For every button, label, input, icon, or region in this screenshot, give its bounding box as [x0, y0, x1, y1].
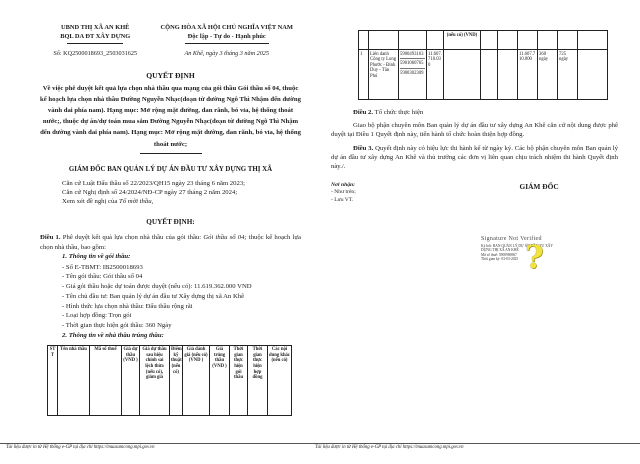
signer-title: GIÁM ĐỐC [519, 182, 559, 192]
recipients-block [331, 182, 460, 204]
consideration-line [40, 197, 301, 206]
org-name: BQL DA ĐT XÂY DỰNG [60, 32, 131, 40]
cell-award-price: 11.607.710.000 [518, 50, 538, 100]
header-stub-cell [578, 31, 608, 50]
national-title: CỘNG HÒA XÃ HỘI CHỦ NGHĨA VIỆT NAM [160, 24, 293, 31]
recipient-item: - Như trên; [331, 189, 356, 196]
article-1-text2: thuộc kế hoạch lựa chọn nhà thầu, bao gồm: [40, 234, 301, 251]
page1-body [0, 71, 313, 416]
list-item: - Tên gói thầu: Gói thầu số 04 [62, 273, 143, 281]
col-header-award-price: Giá trúng thầu (VND ) [210, 345, 230, 415]
org-parent-name: UBND THỊ XÃ AN KHÊ [61, 24, 130, 31]
section-2-heading: 2. Thông tin về nhà thầu trúng thầu: [62, 331, 164, 339]
header-stub-cell [538, 31, 558, 50]
page-2 [313, 0, 640, 464]
col-header-other: Các nội dung khác (nếu có) [268, 345, 292, 415]
col-header-tech-score: Điểm kỹ thuật (nếu có) [170, 345, 183, 415]
page2-body [331, 108, 618, 276]
col-header-bid-price: Giá dự thầu (VND ) [122, 345, 140, 415]
col-header-corrected-price: Giá dự thầu sau hiệu chỉnh sai lệch thừa (nếu có), giảm giá [140, 345, 170, 415]
cell-stt: 1 [359, 50, 369, 100]
page-1 [0, 0, 313, 464]
decision-title: QUYẾT ĐỊNH [146, 70, 195, 80]
cell-tax-codes [399, 50, 427, 100]
tax-code: 5901060765 [400, 61, 425, 69]
recipient-item: - Lưu VT. [331, 197, 354, 204]
package-info-list [40, 263, 301, 331]
signature-detail-lines [481, 244, 611, 261]
cell-tech-score [481, 50, 498, 100]
header-stub-cell [558, 31, 578, 50]
col-header-contract-duration: Thời gian thực hiện hợp đồng [248, 345, 268, 415]
col-header-package-duration: Thời gian thực hiện gói thầu [230, 345, 248, 415]
list-item: - Hình thức lựa chọn nhà thầu: Đấu thầu rộng rãi [62, 302, 193, 310]
winner-table-header [47, 345, 292, 416]
header-stub-cell [481, 31, 498, 50]
header-stub-cell [399, 31, 427, 50]
signature-row [331, 182, 618, 204]
article-2-body [331, 121, 618, 139]
article-2-title: Tổ chức thực hiện [373, 109, 424, 116]
article-2-label: Điều 2. [353, 109, 374, 116]
motto-underline [185, 43, 269, 44]
article-2 [331, 108, 618, 117]
list-item: - Tên chủ đầu tư: Ban quản lý dự án đầu tư Xây dựng thị xã An Khê [62, 292, 245, 300]
tax-code: 5900302309 [400, 70, 424, 76]
subject-separator [140, 153, 202, 154]
signature-status-text: Signature Not Verified [481, 236, 542, 242]
decides-heading: QUYẾT ĐỊNH: [146, 218, 195, 227]
article-2-body-text: Giao bộ phận chuyên môn Ban quản lý dự án đầu tư xây dựng An Khê căn cứ nội dung được phê duyệt tại Điều 1 Quyết định này, tiến hành tổ chức hoàn thiện hợp đồng. [331, 122, 618, 139]
cell-evaluated-price [498, 50, 518, 100]
signature-line: Ký bởi: BAN QUẢN LÝ DỰ ÁN ĐẦU TƯ XÂY [481, 244, 553, 248]
col-header-contractor: Tên nhà thầu [58, 345, 90, 415]
header-stub-cell [498, 31, 518, 50]
article-3 [331, 144, 618, 172]
issuing-org-block [40, 24, 150, 57]
col-header-evaluated-price: Giá đánh giá (nếu có) (VND ) [183, 345, 210, 415]
list-item: - Thời gian thực hiện gói thầu: 360 Ngày [62, 321, 172, 329]
org-underline [67, 43, 123, 44]
question-mark-icon: ? [525, 238, 544, 276]
consideration-italic: Tổ mời thầu, [119, 198, 154, 206]
recipients-label: Nơi nhận: [331, 182, 355, 189]
col-header-taxcode: Mã số thuế [90, 345, 122, 415]
footer-text: Tài liệu được in từ Hệ thống e-GP tại địa chỉ https://muasamcong.mpi.gov.vn [6, 445, 155, 450]
article-1-label: Điều 1. [40, 234, 61, 242]
header-stub-cell [427, 31, 444, 50]
list-item: - Số E-TBMT: IB2500018693 [62, 263, 143, 271]
article-1-package: Gói thầu số 04; [203, 234, 247, 242]
article-1 [40, 233, 301, 251]
article-3-body-text: Quyết định này có hiệu lực thi hành kể từ ngày ký. Các bộ phận chuyên môn Ban quản lý dự án đầu tư xây dựng An Khê và thủ trưởng các đơn vị liên quan chịu trách nhiệm thi hành Quyết định này./. [331, 144, 618, 171]
authority-heading: GIÁM ĐỐC BAN QUẢN LÝ DỰ ÁN ĐẦU TƯ XÂY DỰNG THỊ XÃ [68, 165, 273, 173]
article-1-text: Phê duyệt kết quả lựa chọn nhà thầu của gói thầu: [60, 234, 204, 242]
national-motto-block [150, 24, 303, 57]
col-header-stt: STT [48, 345, 58, 415]
signature-line: Thời gian ký: 03-03-2025 [481, 256, 519, 261]
tax-code: 5900493163 [400, 52, 425, 60]
place-date-line: An Khê, ngày 3 tháng 3 năm 2025 [184, 49, 269, 57]
winner-row [359, 50, 608, 100]
cell-contractor-name: Liên danh Công ty Long Phước - Đinh Duy - Tân Phú [369, 50, 399, 100]
cell-other [578, 50, 608, 100]
legal-bases [40, 179, 301, 207]
page1-footer [0, 443, 313, 451]
header-stub-cell [359, 31, 369, 50]
list-item: - Giá gói thầu hoặc dự toán được duyệt (nếu có): 11.619.362.000 VND [62, 283, 252, 291]
digital-signature-stamp [481, 236, 611, 276]
cell-contract-duration: 725 ngày [558, 50, 578, 100]
signature-line: Mã số thuế: 5900986967 [481, 252, 517, 257]
decision-subject: Về việc phê duyệt kết quả lựa chọn nhà thầu qua mạng của gói thầu Gói thầu số 04, thuộc kế hoạch lựa chọn nhà thầu Đường Nguyễn Nhạc(đoạn từ đường Ngô Thì Nhậm đến đường vành đai phía nam). Hạng mục: Mở rộng mặt đường, đan rãnh, bó vỉa, hệ thống thoát nước;, thuộc dự án/dự toán mua sắm Đường Nguyễn Nhạc(đoạn từ đường Ngô Thì Nhậm đến đường vành đai phía nam). Hạng mục: Mở rộng mặt đường, đan rãnh, bó vỉa, hệ thống thoát nước; [40, 84, 301, 148]
winner-table-continuation [358, 30, 608, 100]
header-stub-cell [369, 31, 399, 50]
page1-header [0, 0, 313, 57]
cell-bid-price: 11.607.710.030 [427, 50, 444, 100]
legal-basis-2: Căn cứ Nghị định số 24/2024/NĐ-CP ngày 27 tháng 2 năm 2024; [62, 188, 238, 196]
page2-footer [313, 443, 640, 451]
consideration-prefix: Xem xét đề nghị của [62, 198, 120, 206]
header-stub-cell [518, 31, 538, 50]
national-motto: Độc lập - Tự do - Hạnh phúc [187, 32, 266, 40]
footer-text: Tài liệu được in từ Hệ thống e-GP tại địa chỉ https://muasamcong.mpi.gov.vn [315, 445, 464, 450]
document-number: Số: KQ2500018693_2503031625 [53, 49, 138, 57]
cell-package-duration: 360 ngày [538, 50, 558, 100]
legal-basis-1: Căn cứ Luật Đấu thầu số 22/2023/QH15 ngày 23 tháng 6 năm 2023; [62, 179, 246, 187]
section-1-heading: 1. Thông tin về gói thầu: [62, 252, 131, 260]
list-item: - Loại hợp đồng: Trọn gói [62, 312, 132, 320]
article-3-label: Điều 3. [353, 144, 374, 152]
signature-line: DỰNG THỊ XÃ AN KHÊ [481, 248, 519, 253]
cell-corrected-price [444, 50, 481, 100]
header-continuation-cell: (nếu có) (VND) [444, 31, 481, 50]
